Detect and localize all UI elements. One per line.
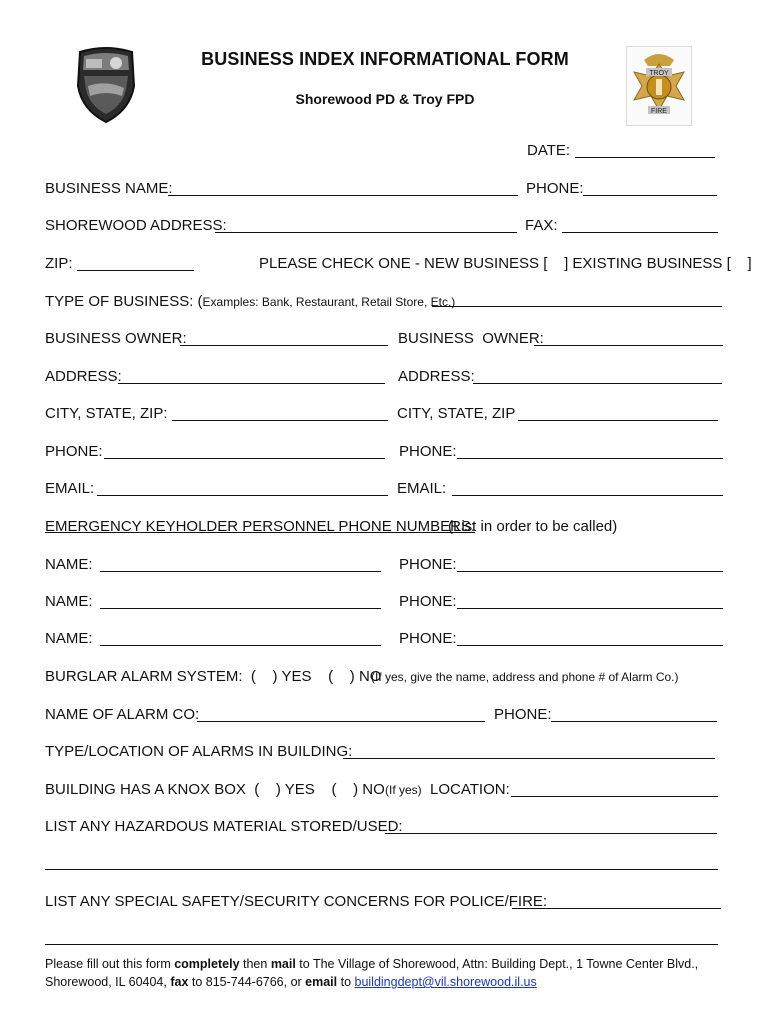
keyholder-2-name-field[interactable] xyxy=(100,608,381,609)
footer-text: to The Village of Shorewood, Attn: Building Dept., 1 Towne Center Blvd., xyxy=(295,957,699,971)
hazardous-material-field-2[interactable] xyxy=(45,869,718,870)
address-label: ADDRESS: xyxy=(45,368,122,385)
owner-email-2-label: EMAIL: xyxy=(397,480,447,497)
owner-email-2-field[interactable] xyxy=(452,495,723,496)
type-of-business-label xyxy=(45,293,455,310)
burglar-alarm-checkbox-group[interactable]: BURGLAR ALARM SYSTEM: ( ) YES ( ) NO xyxy=(45,668,382,685)
footer-bold-mail: mail xyxy=(270,957,296,971)
footer-text: to 815-744-6766, or xyxy=(188,975,306,989)
address-2-label: ADDRESS: xyxy=(398,368,475,385)
footer-text: Shorewood, IL 60404, xyxy=(45,975,171,989)
footer-bold-completely: completely xyxy=(174,957,240,971)
alarm-co-phone-field[interactable] xyxy=(551,721,717,722)
business-owner-label: BUSINESS OWNER: xyxy=(45,330,187,347)
alarm-type-location-label: TYPE/LOCATION OF ALARMS IN BUILDING: xyxy=(45,743,353,760)
footer-text: then xyxy=(239,957,271,971)
emergency-keyholder-heading: EMERGENCY KEYHOLDER PERSONNEL PHONE NUMBERS: xyxy=(45,518,476,535)
business-owner-field[interactable] xyxy=(180,345,388,346)
hazardous-material-label: LIST ANY HAZARDOUS MATERIAL STORED/USED: xyxy=(45,818,403,835)
knox-box-checkbox-group[interactable]: BUILDING HAS A KNOX BOX ( ) YES ( ) NO xyxy=(45,781,385,798)
knox-location-label: LOCATION: xyxy=(430,781,510,798)
shorewood-address-field[interactable] xyxy=(215,232,517,233)
keyholder-1-name-label: NAME: xyxy=(45,556,93,573)
type-of-business-examples: Examples: Bank, Restaurant, Retail Store, Etc.) xyxy=(202,295,456,309)
footer-bold-email: email xyxy=(305,975,338,989)
type-of-business-text: TYPE OF BUSINESS: ( xyxy=(45,293,203,310)
footer-text: to xyxy=(337,975,355,989)
city-state-zip-field[interactable] xyxy=(172,420,388,421)
owner-email-label: EMAIL: xyxy=(45,480,95,497)
business-owner-2-field[interactable] xyxy=(534,345,723,346)
alarm-co-field[interactable] xyxy=(197,721,485,722)
owner-phone-2-field[interactable] xyxy=(457,458,723,459)
footer-bold-fax: fax xyxy=(170,975,189,989)
address-field[interactable] xyxy=(118,383,385,384)
type-of-business-field[interactable] xyxy=(432,306,722,307)
safety-concerns-label: LIST ANY SPECIAL SAFETY/SECURITY CONCERNS FOR POLICE/FIRE: xyxy=(45,893,548,910)
fax-field[interactable] xyxy=(562,232,718,233)
footer-instructions xyxy=(45,955,698,991)
owner-email-field[interactable] xyxy=(97,495,388,496)
emergency-keyholder-note: (List in order to be called) xyxy=(448,518,618,535)
alarm-co-phone-label: PHONE: xyxy=(494,706,552,723)
footer-line-1 xyxy=(45,955,698,973)
burglar-alarm-note: (If yes, give the name, address and phone # of Alarm Co.) xyxy=(371,670,679,684)
keyholder-3-name-field[interactable] xyxy=(100,645,381,646)
business-name-label: BUSINESS NAME: xyxy=(45,180,173,197)
business-status-checkbox-group[interactable]: PLEASE CHECK ONE - NEW BUSINESS [ ] EXISTING BUSINESS [ ] xyxy=(259,255,752,272)
owner-phone-field[interactable] xyxy=(104,458,385,459)
date-label: DATE: xyxy=(527,142,571,159)
keyholder-2-phone-field[interactable] xyxy=(457,608,723,609)
form-title: BUSINESS INDEX INFORMATIONAL FORM xyxy=(201,49,569,69)
date-field[interactable] xyxy=(575,157,715,158)
owner-phone-2-label: PHONE: xyxy=(399,443,457,460)
city-state-zip-2-field[interactable] xyxy=(518,420,718,421)
keyholder-2-phone-label: PHONE: xyxy=(399,593,457,610)
keyholder-3-phone-label: PHONE: xyxy=(399,630,457,647)
keyholder-3-name-label: NAME: xyxy=(45,630,93,647)
city-state-zip-2-label: CITY, STATE, ZIP xyxy=(397,405,516,422)
safety-concerns-field[interactable] xyxy=(512,908,721,909)
phone-field[interactable] xyxy=(583,195,717,196)
footer-line-2 xyxy=(45,973,698,991)
hazardous-material-field[interactable] xyxy=(385,833,717,834)
knox-if-yes-note: (If yes) xyxy=(385,783,422,797)
city-state-zip-label: CITY, STATE, ZIP: xyxy=(45,405,168,422)
alarm-co-label: NAME OF ALARM CO: xyxy=(45,706,200,723)
phone-label: PHONE: xyxy=(526,180,584,197)
form-subtitle: Shorewood PD & Troy FPD xyxy=(295,91,475,107)
business-owner-2-label: BUSINESS OWNER: xyxy=(398,330,544,347)
safety-concerns-field-2[interactable] xyxy=(45,944,718,945)
alarm-type-location-field[interactable] xyxy=(343,758,715,759)
footer-text: Please fill out this form xyxy=(45,957,175,971)
address-2-field[interactable] xyxy=(473,383,722,384)
zip-label: ZIP: xyxy=(45,255,73,272)
fire-badge-text: FIRE xyxy=(651,108,667,115)
business-name-field[interactable] xyxy=(168,195,518,196)
email-link[interactable]: buildingdept@vil.shorewood.il.us xyxy=(354,975,537,989)
keyholder-3-phone-field[interactable] xyxy=(457,645,723,646)
keyholder-2-name-label: NAME: xyxy=(45,593,93,610)
keyholder-1-name-field[interactable] xyxy=(100,571,381,572)
zip-field[interactable] xyxy=(77,270,194,271)
knox-location-field[interactable] xyxy=(511,796,718,797)
shorewood-address-label: SHOREWOOD ADDRESS: xyxy=(45,217,227,234)
troy-badge-text: TROY xyxy=(649,70,669,77)
owner-phone-label: PHONE: xyxy=(45,443,103,460)
keyholder-1-phone-label: PHONE: xyxy=(399,556,457,573)
keyholder-1-phone-field[interactable] xyxy=(457,571,723,572)
fax-label: FAX: xyxy=(525,217,558,234)
